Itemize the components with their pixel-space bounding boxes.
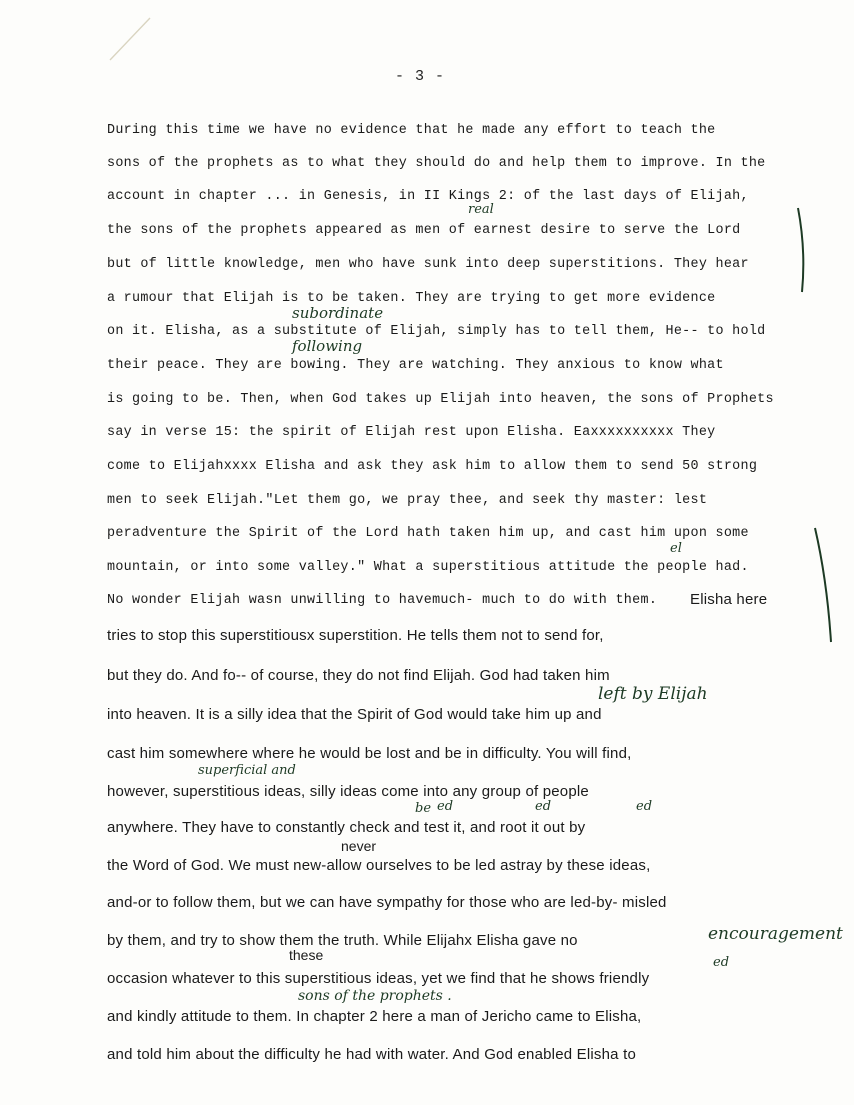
text-line: a rumour that Elijah is to be taken. They are trying to get more evidence <box>107 291 716 306</box>
text-line: mountain, or into some valley." What a superstitious attitude the people had. <box>107 560 749 575</box>
text-line: say in verse 15: the spirit of Elijah rest upon Elisha. Eaxxxxxxxxxx They <box>107 425 716 440</box>
margin-pen-mark-2 <box>805 520 845 650</box>
text-line: No wonder Elijah wasn unwilling to havemuch- much to do with them. <box>107 593 658 608</box>
handwritten-encouragement: encouragement <box>708 924 843 944</box>
text-line: into heaven. It is a silly idea that the Spirit of God would take him up and <box>107 706 602 723</box>
text-line: but of little knowledge, men who have sunk into deep superstitions. They hear <box>107 257 749 272</box>
insertion-never: never <box>341 838 377 854</box>
handwritten-ed-1: ed <box>437 799 454 814</box>
text-line: tries to stop this superstitiousx superstition. He tells them not to send for, <box>107 627 604 644</box>
text-line: the Word of God. We must new-allow ourselves to be led astray by these ideas, <box>107 857 651 874</box>
text-line: and-or to follow them, but we can have sympathy for those who are led-by- misled <box>107 894 667 911</box>
handwritten-subordinate: subordinate <box>292 304 384 322</box>
handwritten-superficial-and: superficial and <box>198 763 296 778</box>
text-line: by them, and try to show them the truth. While Elijahx Elisha gave no <box>107 932 578 949</box>
text-line: sons of the prophets as to what they should do and help them to improve. In the <box>107 156 766 171</box>
text-line: come to Elijahxxxx Elisha and ask they ask him to allow them to send 50 strong <box>107 459 758 474</box>
handwritten-following: following <box>292 337 363 355</box>
text-line: is going to be. Then, when God takes up Elijah into heaven, the sons of Prophets <box>107 392 774 407</box>
handwritten-left-by-elijah: left by Elijah <box>598 684 708 704</box>
text-line: the sons of the prophets appeared as men of earnest desire to serve the Lord <box>107 223 741 238</box>
handwritten-ed-3: ed <box>636 799 653 814</box>
handwritten-ed-2: ed <box>535 799 552 814</box>
text-line: peradventure the Spirit of the Lord hath taken him up, and cast him upon some <box>107 526 749 541</box>
text-line: but they do. And fo-- of course, they do not find Elijah. God had taken him <box>107 667 610 684</box>
text-line: their peace. They are bowing. They are watching. They anxious to know what <box>107 358 724 373</box>
handwritten-ed-4: ed <box>713 955 730 970</box>
text-line: and told him about the difficulty he had with water. And God enabled Elisha to <box>107 1046 636 1063</box>
text-line: anywhere. They have to constantly check and test it, and root it out by <box>107 819 586 836</box>
handwritten-el: el <box>670 541 682 556</box>
page-number: - 3 - <box>395 68 446 85</box>
text-line: men to seek Elijah."Let them go, we pray thee, and seek thy master: lest <box>107 493 708 508</box>
text-line: account in chapter ... in Genesis, in II Kings 2: of the last days of Elijah, <box>107 189 749 204</box>
text-line: however, superstitious ideas, silly ideas come into any group of people <box>107 783 589 800</box>
insertion-these: these <box>289 947 324 963</box>
handwritten-sons-of-the-prophets: sons of the prophets . <box>298 988 452 1004</box>
handwritten-be: be <box>415 801 432 816</box>
margin-pen-mark-1 <box>790 200 820 300</box>
text-line: on it. Elisha, as a substitute of Elijah, simply has to tell them, He-- to hold <box>107 324 766 339</box>
text-line: and kindly attitude to them. In chapter 2 here a man of Jericho came to Elisha, <box>107 1008 642 1025</box>
line-continuation: Elisha here <box>690 591 768 608</box>
corner-pencil-mark <box>0 0 160 80</box>
text-line: occasion whatever to this superstitious ideas, yet we find that he shows friendly <box>107 970 650 987</box>
text-line: cast him somewhere where he would be lost and be in difficulty. You will find, <box>107 745 632 762</box>
text-line: During this time we have no evidence that he made any effort to teach the <box>107 123 716 138</box>
handwritten-real: real <box>468 202 494 217</box>
